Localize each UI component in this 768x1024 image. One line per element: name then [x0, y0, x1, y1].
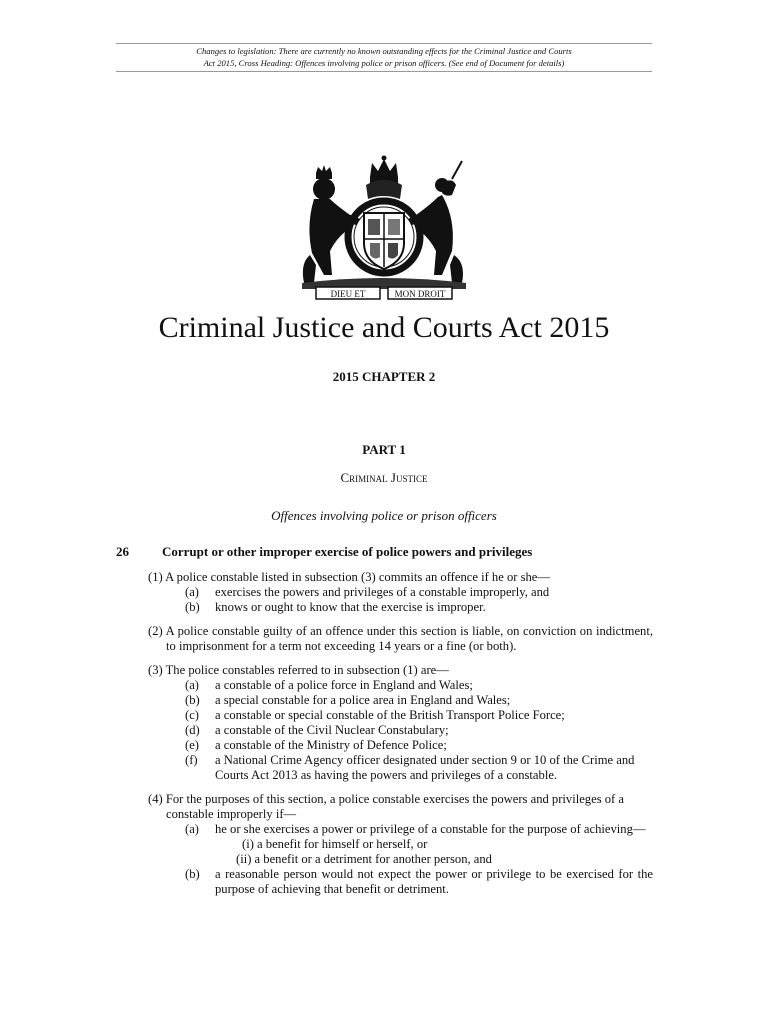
legislation-changes-notice [116, 43, 652, 72]
item-text: a reasonable person would not expect the power or privilege to be exercised for the purpose of achieving that benefit or detriment. [215, 867, 653, 896]
act-title: Criminal Justice and Courts Act 2015 [158, 311, 610, 344]
item-text: a National Crime Agency officer designated under section 9 or 10 of the Crime and Courts Act 2013 as having the powers and privileges of a constable. [215, 753, 635, 782]
list-item [148, 867, 653, 897]
subsection-3 [148, 663, 653, 783]
item-text: exercises the powers and privileges of a constable improperly, and [215, 585, 550, 599]
notice-line-2: Act 2015, Cross Heading: Offences involving police or prison officers. (See end of Document for details) [203, 58, 565, 68]
subsection-4 [148, 792, 653, 897]
list-item [148, 693, 653, 708]
subsection-text: (3) The police constables referred to in subsection (1) are— [148, 663, 449, 677]
item-label: (b) [185, 600, 200, 614]
list-item [148, 738, 653, 753]
item-label: (b) [185, 693, 200, 707]
list-item [148, 585, 653, 600]
list-item [148, 708, 653, 723]
list-item [148, 822, 653, 837]
section-title: Corrupt or other improper exercise of police powers and privileges [162, 544, 533, 559]
item-text: knows or ought to know that the exercise is improper. [215, 600, 486, 614]
section-body [148, 570, 653, 906]
sub-item-ii: (ii) a benefit or a detriment for another person, and [236, 852, 492, 866]
item-label: (a) [185, 822, 199, 836]
subsection-2: (2) A police constable guilty of an offence under this section is liable, on conviction on indictment, to imprisonment for a term not exceeding 14 years or a fine (or both). [148, 624, 653, 653]
item-label: (a) [185, 585, 199, 599]
royal-coat-of-arms-icon [296, 155, 472, 301]
item-label: (d) [185, 723, 200, 737]
notice-line-1: Changes to legislation: There are currently no known outstanding effects for the Criminal Justice and Courts [196, 46, 572, 56]
list-item [148, 600, 653, 615]
item-label: (e) [185, 738, 199, 752]
section-number: 26 [116, 544, 129, 559]
motto-left: DIEU ET [330, 289, 366, 299]
item-text: he or she exercises a power or privilege of a constable for the purpose of achieving— [215, 822, 646, 836]
cross-heading: Offences involving police or prison officers [271, 508, 497, 523]
item-label: (f) [185, 753, 198, 767]
list-item [148, 678, 653, 693]
sub-item-i: (i) a benefit for himself or herself, or [242, 837, 428, 851]
subsection-text: (1) A police constable listed in subsection (3) commits an offence if he or she— [148, 570, 550, 584]
item-label: (c) [185, 708, 199, 722]
subsection-1 [148, 570, 653, 615]
part-heading: PART 1 [362, 442, 406, 457]
item-text: a special constable for a police area in England and Wales; [215, 693, 511, 707]
item-label: (a) [185, 678, 199, 692]
list-item [148, 723, 653, 738]
item-text: a constable of the Civil Nuclear Constabulary; [215, 723, 449, 737]
item-text: a constable or special constable of the British Transport Police Force; [215, 708, 565, 722]
list-item [148, 753, 653, 783]
motto-right: MON DROIT [394, 289, 446, 299]
part-title: Criminal Justice [340, 470, 428, 485]
chapter-heading: 2015 CHAPTER 2 [332, 369, 436, 384]
item-text: a constable of the Ministry of Defence Police; [215, 738, 447, 752]
item-label: (b) [185, 867, 200, 881]
subsection-text: (4) For the purposes of this section, a police constable exercises the powers and privileges of a constable improperly if— [148, 792, 624, 821]
item-text: a constable of a police force in England and Wales; [215, 678, 473, 692]
